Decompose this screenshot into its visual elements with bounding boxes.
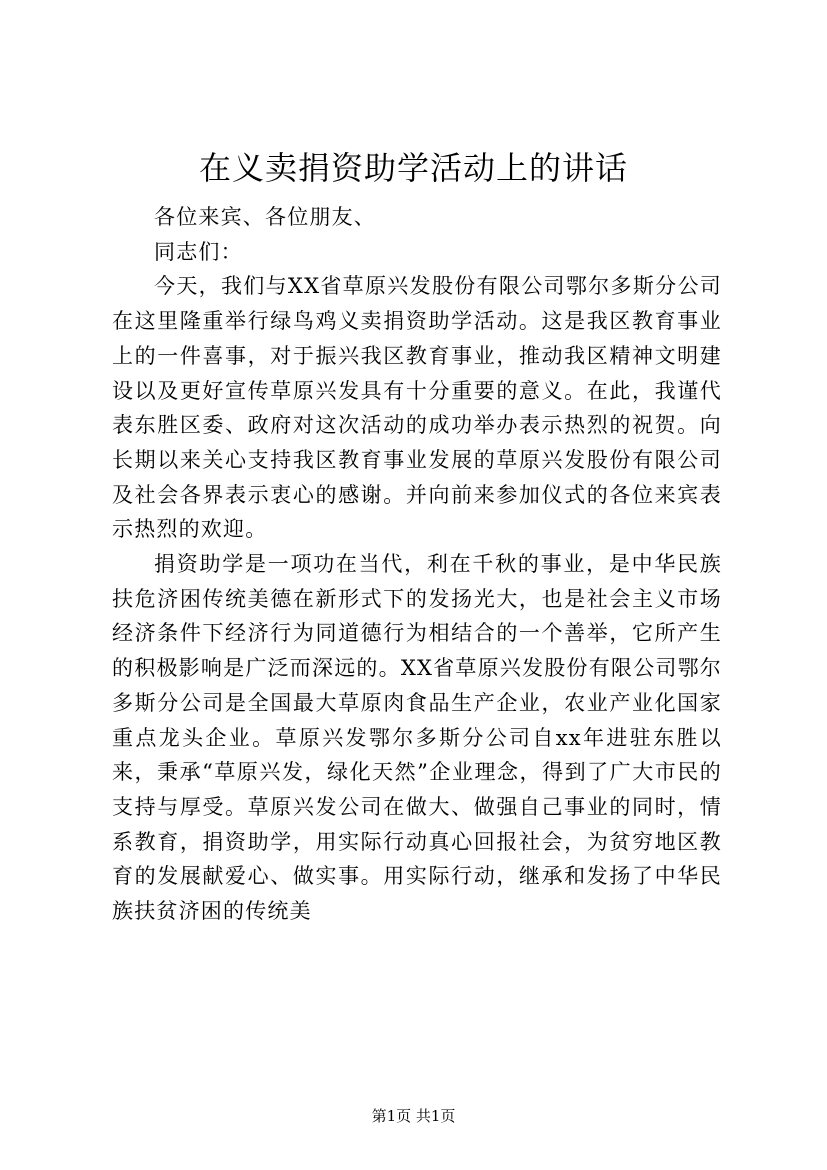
body-paragraph: 今天，我们与XX省草原兴发股份有限公司鄂尔多斯分公司在这里隆重举行绿鸟鸡义卖捐资助学活动。这是我区教育事业上的一件喜事，对于振兴我区教育事业，推动我区精神文明建设以及更好宣传草原兴发具有十分重要的意义。在此，我谨代表东胜区委、政府对这次活动的成功举办表示热烈的祝贺。向长期以来关心支持我区教育事业发展的草原兴发股份有限公司及社会各界表示衷心的感谢。并向前来参加仪式的各位来宾表示热烈的欢迎。: [112, 274, 722, 542]
greeting-line: 同志们：: [154, 239, 243, 264]
body-paragraph: 捐资助学是一项功在当代，利在千秋的事业，是中华民族扶危济困传统美德在新形式下的发扬光大，也是社会主义市场经济条件下经济行为同道德行为相结合的一个善举，它所产生的积极影响是广泛而深远的。XX省草原兴发股份有限公司鄂尔多斯分公司是全国最大草原肉食品生产企业，农业产业化国家重点龙头企业。草原兴发鄂尔多斯分公司自xx年进驻东胜以来，秉承“草原兴发，绿化天然”企业理念，得到了广大市民的支持与厚受。草原兴发公司在做大、做强自己事业的同时，情系教育，捐资助学，用实际行动真心回报社会，为贫穷地区教育的发展献爱心、做实事。用实际行动，继承和发扬了中华民族扶贫济困的传统美: [112, 552, 722, 924]
document-body: [112, 200, 722, 929]
greeting-line: 各位来宾、各位朋友、: [154, 205, 376, 229]
page-number-footer: 第1页 共1页: [371, 1107, 456, 1125]
document-title: 在义卖捐资助学活动上的讲话: [198, 149, 628, 187]
